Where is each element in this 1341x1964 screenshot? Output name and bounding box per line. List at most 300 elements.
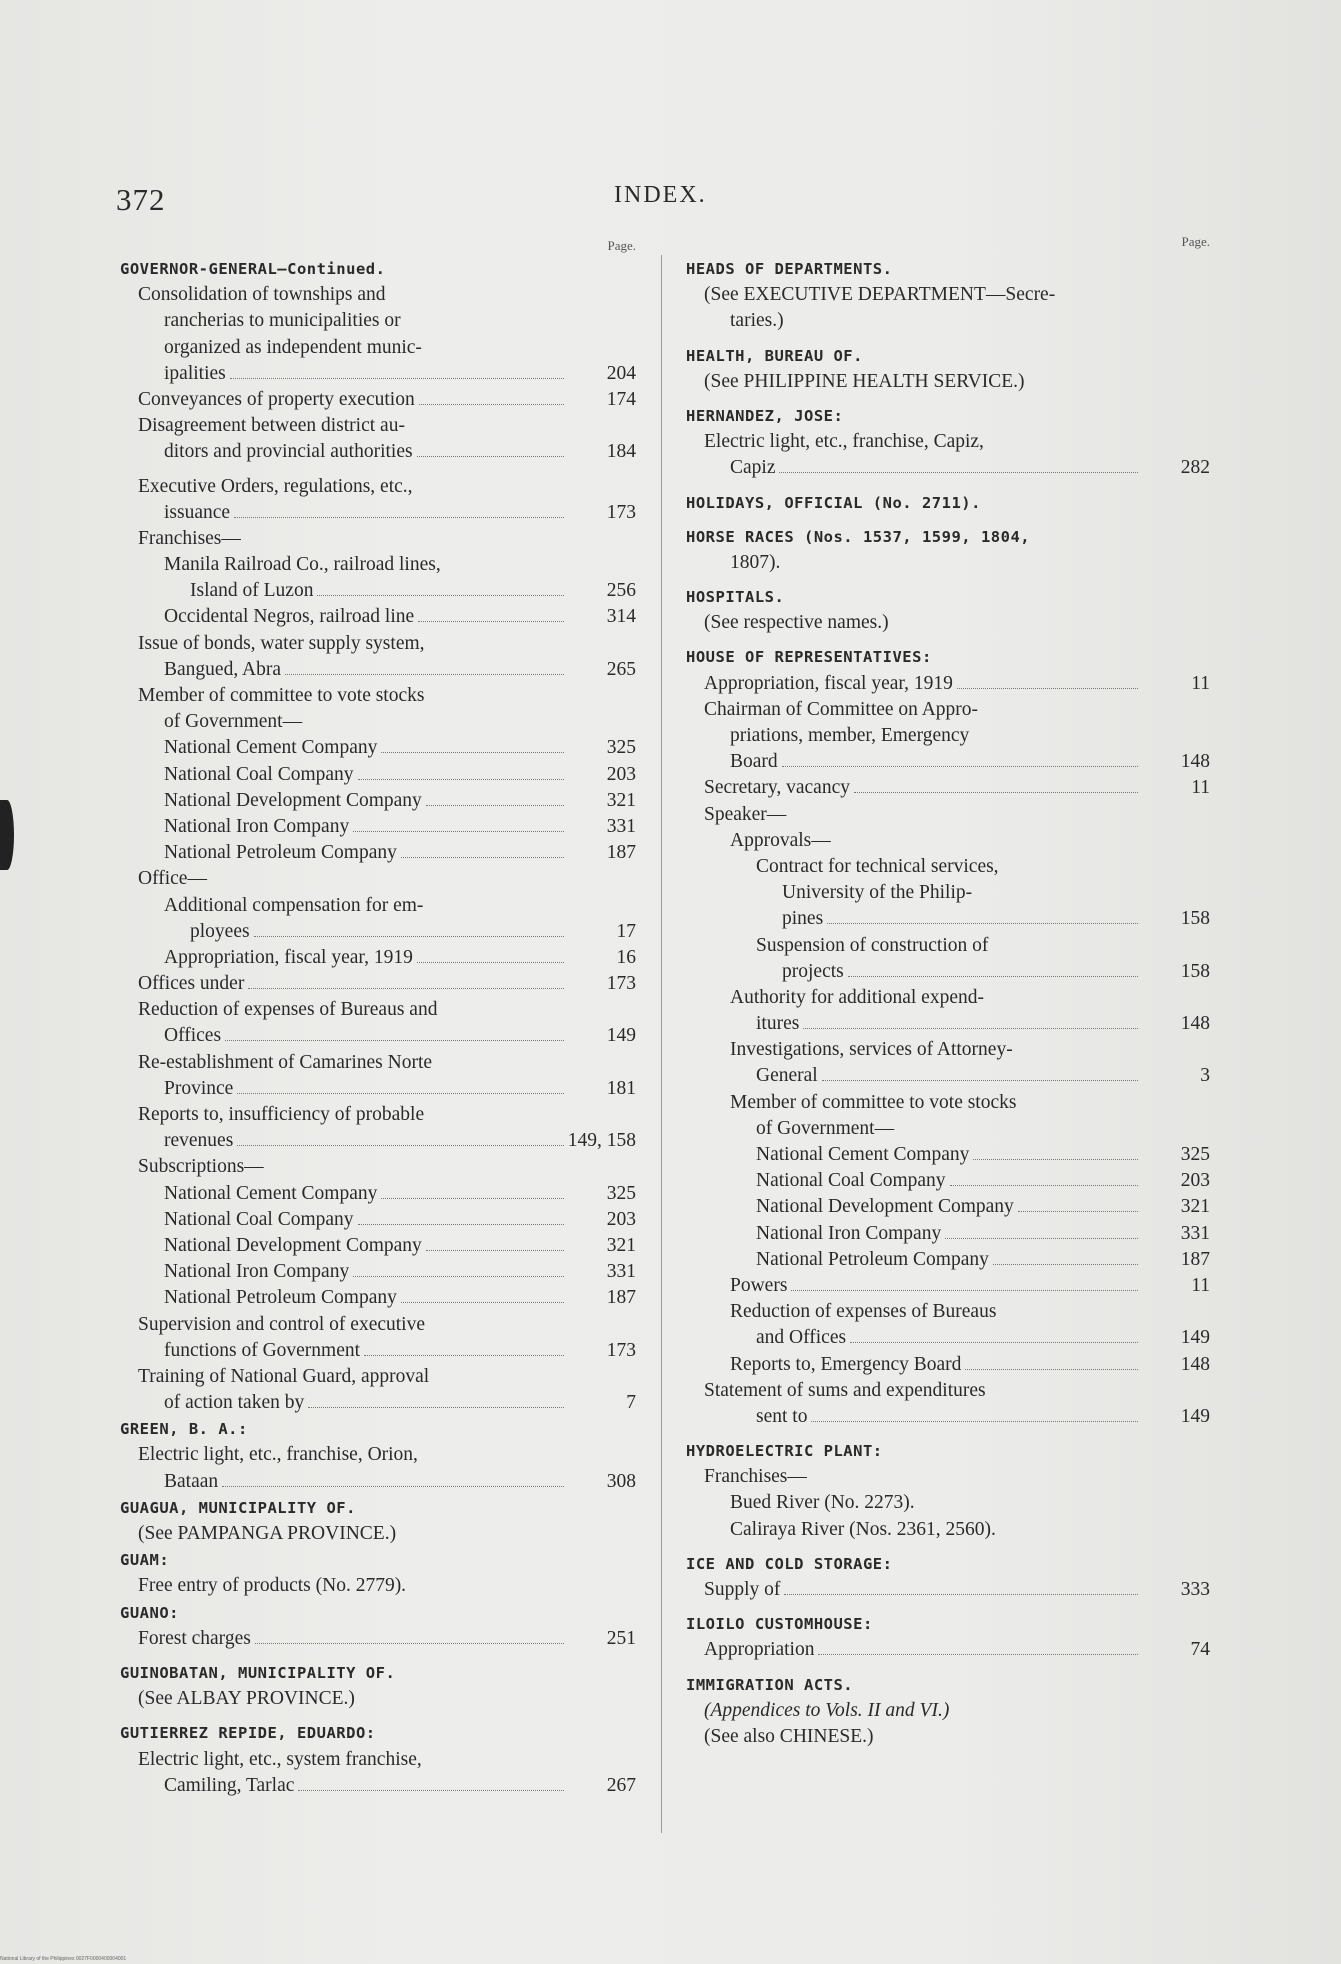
index-entry <box>120 1128 636 1154</box>
index-entry <box>120 474 636 500</box>
dot-leader <box>784 1594 1138 1595</box>
entry-text: Electric light, etc., franchise, Capiz, <box>704 431 984 453</box>
page-reference: 7 <box>626 1392 636 1414</box>
entry-text: Training of National Guard, approval <box>138 1365 430 1387</box>
dot-leader <box>417 456 564 457</box>
entry-text: of Government— <box>164 711 303 733</box>
entry-text: National Cement Company <box>756 1144 970 1165</box>
entry-text: Member of committee to vote stocks <box>138 685 425 706</box>
page-number: 372 <box>116 182 166 217</box>
entry-text: sent to <box>756 1405 808 1427</box>
dot-leader <box>848 976 1138 977</box>
dot-leader <box>234 517 564 518</box>
index-heading <box>120 256 636 282</box>
entry-text: Board <box>730 751 778 773</box>
index-entry <box>120 631 636 657</box>
entry-text: HERNANDEZ, JOSE: <box>686 406 844 425</box>
entry-text: Island of Luzon <box>190 580 314 602</box>
index-entry <box>120 1050 636 1076</box>
page-column-label: Page. <box>607 238 636 253</box>
index-entry <box>120 1469 636 1495</box>
entry-text: of Government— <box>756 1117 895 1139</box>
dot-leader <box>950 1185 1138 1186</box>
page-reference: 251 <box>606 1627 636 1649</box>
dot-leader <box>803 1028 1138 1029</box>
page-reference: 158 <box>1180 908 1210 930</box>
page-column-label: Page. <box>1181 234 1210 249</box>
index-entry <box>120 387 636 413</box>
index-entry <box>120 1390 636 1416</box>
index-entry <box>120 1023 636 1049</box>
index-entry <box>120 840 636 866</box>
entry-text: General <box>756 1065 818 1087</box>
page-reference: 325 <box>606 737 636 759</box>
index-entry <box>686 959 1210 985</box>
index-entry <box>120 1626 636 1652</box>
index-entry <box>686 550 1210 576</box>
index-heading <box>120 1660 636 1686</box>
index-entry <box>686 1221 1210 1247</box>
index-entry <box>120 552 636 578</box>
index-entry <box>120 335 636 361</box>
index-entry <box>686 1464 1210 1490</box>
index-entry <box>686 1490 1210 1516</box>
entry-text: GUTIERREZ REPIDE, EDUARDO: <box>120 1724 376 1743</box>
entry-text: National Iron Company <box>164 815 350 837</box>
dot-leader <box>854 792 1138 793</box>
entry-text: (See PHILIPPINE HEALTH SERVICE.) <box>704 370 1025 392</box>
index-entry <box>120 526 636 552</box>
entry-text: GUAGUA, MUNICIPALITY OF. <box>120 1498 356 1517</box>
dot-leader <box>419 404 564 405</box>
dot-leader <box>248 988 564 989</box>
page-reference: 321 <box>606 1234 636 1256</box>
entry-text: Consolidation of townships and <box>138 284 386 306</box>
scan-margin-mark <box>0 800 14 870</box>
index-entry <box>120 1181 636 1207</box>
entry-text: (See also CHINESE.) <box>704 1725 874 1747</box>
entry-text: ILOILO CUSTOMHOUSE: <box>686 1615 873 1634</box>
index-entry <box>686 455 1210 481</box>
entry-text: projects <box>782 960 844 982</box>
page-reference: 173 <box>606 973 636 995</box>
entry-text: HORSE RACES (Nos. 1537, 1599, 1804, <box>686 527 1031 546</box>
entry-text: Suspension of construction of <box>756 934 989 956</box>
entry-text: Capiz <box>730 457 776 479</box>
entry-text: National Coal Company <box>756 1170 946 1192</box>
page-reference: 17 <box>616 920 636 942</box>
dot-leader <box>426 805 564 806</box>
dot-leader <box>827 923 1138 924</box>
page-reference: 331 <box>606 815 636 837</box>
dot-leader <box>818 1654 1138 1655</box>
entry-text: National Development Company <box>164 789 422 811</box>
entry-text: Appropriation <box>704 1639 815 1661</box>
page-reference: 256 <box>606 580 636 602</box>
index-entry <box>686 1247 1210 1273</box>
entry-text: University of the Philip- <box>782 882 973 904</box>
index-heading <box>686 644 1210 670</box>
dot-leader <box>285 674 564 675</box>
index-entry <box>120 866 636 892</box>
entry-text: Statement of sums and expenditures <box>704 1379 986 1401</box>
page-reference: 174 <box>606 388 636 410</box>
entry-text: Office— <box>138 868 207 890</box>
dot-leader <box>850 1342 1138 1343</box>
index-heading <box>686 524 1210 550</box>
page-reference: 149 <box>1180 1405 1210 1427</box>
column-divider <box>661 255 662 1833</box>
entry-text: GUANO: <box>120 1603 179 1622</box>
page-reference: 148 <box>1180 1353 1210 1375</box>
entry-text: Appropriation, fiscal year, 1919 <box>164 946 413 968</box>
dot-leader <box>225 1040 564 1041</box>
entry-text: National Development Company <box>756 1196 1014 1218</box>
entry-text: Authority for additional expend- <box>730 986 984 1008</box>
index-entry <box>120 1285 636 1311</box>
entry-text: Camiling, Tarlac <box>164 1774 295 1796</box>
dot-leader <box>237 1145 564 1146</box>
page-reference: 3 <box>1200 1065 1210 1087</box>
dot-leader <box>358 779 564 780</box>
entry-text: Reduction of expenses of Bureaus <box>730 1301 997 1323</box>
dot-leader <box>957 688 1138 689</box>
entry-text: Electric light, etc., franchise, Orion, <box>138 1444 418 1466</box>
page-reference: 265 <box>606 658 636 680</box>
index-entry <box>120 1686 636 1712</box>
index-entry <box>686 1194 1210 1220</box>
index-heading <box>686 1672 1210 1698</box>
page-reference: 11 <box>1191 777 1210 799</box>
index-entry <box>120 1338 636 1364</box>
entry-text: Bangued, Abra <box>164 658 281 680</box>
index-entry <box>120 578 636 604</box>
dot-leader <box>317 595 564 596</box>
entry-text: National Petroleum Company <box>164 1287 397 1309</box>
index-entry <box>686 697 1210 723</box>
entry-text: ployees <box>190 920 250 942</box>
entry-text: and Offices <box>756 1327 847 1349</box>
index-entry <box>686 610 1210 636</box>
dot-leader <box>381 752 564 753</box>
entry-text: rancherias to municipalities or <box>164 310 401 332</box>
index-entry <box>120 788 636 814</box>
dot-leader <box>230 378 564 379</box>
entry-text: Approvals— <box>730 829 831 851</box>
index-entry <box>686 1273 1210 1299</box>
page-reference: 148 <box>1180 751 1210 773</box>
page-reference: 149, 158 <box>567 1130 636 1152</box>
footer-attribution: National Library of the Philippines 0027F0000400004001 <box>0 1956 127 1962</box>
entry-text: Secretary, vacancy <box>704 777 850 799</box>
dot-leader <box>426 1250 564 1251</box>
index-entry <box>686 1142 1210 1168</box>
index-entry <box>120 1573 636 1599</box>
index-heading <box>686 256 1210 282</box>
entry-text: National Coal Company <box>164 1208 354 1230</box>
entry-text: Additional compensation for em- <box>164 894 424 916</box>
entry-text: of action taken by <box>164 1392 305 1414</box>
index-entry <box>686 1063 1210 1089</box>
index-entry <box>686 749 1210 775</box>
index-heading <box>120 1720 636 1746</box>
index-heading <box>686 490 1210 516</box>
entry-text: National Petroleum Company <box>756 1248 989 1270</box>
index-heading <box>120 1495 636 1521</box>
entry-text: Contract for technical services, <box>756 855 999 877</box>
dot-leader <box>381 1198 564 1199</box>
entry-text: National Cement Company <box>164 737 378 759</box>
entry-text: HEALTH, BUREAU OF. <box>686 346 863 365</box>
entry-text: Investigations, services of Attorney- <box>730 1039 1013 1061</box>
entry-text: Forest charges <box>138 1627 251 1649</box>
entry-text: organized as independent munic- <box>164 336 422 358</box>
dot-leader <box>222 1486 564 1487</box>
index-heading <box>686 584 1210 610</box>
index-entry <box>120 1154 636 1180</box>
entry-text: Subscriptions— <box>138 1156 264 1178</box>
page-reference: 325 <box>1180 1144 1210 1165</box>
dot-leader <box>353 1276 564 1277</box>
index-entry <box>686 1011 1210 1037</box>
index-entry <box>686 429 1210 455</box>
page-reference: 331 <box>1180 1222 1210 1244</box>
index-entry <box>686 1724 1210 1750</box>
dot-leader <box>308 1407 564 1408</box>
dot-leader <box>401 857 564 858</box>
entry-text: Appropriation, fiscal year, 1919 <box>704 672 953 694</box>
entry-text: Executive Orders, regulations, etc., <box>138 475 413 497</box>
dot-leader <box>1018 1211 1138 1212</box>
dot-leader <box>364 1355 564 1356</box>
index-entry <box>120 1747 636 1773</box>
index-entry <box>120 709 636 735</box>
page-reference: 11 <box>1191 672 1210 694</box>
index-entry <box>120 683 636 709</box>
index-heading <box>686 1438 1210 1464</box>
entry-text: 1807). <box>730 551 781 573</box>
index-entry <box>686 369 1210 395</box>
dot-leader <box>358 1224 564 1225</box>
entry-text: Electric light, etc., system franchise, <box>138 1748 422 1770</box>
index-entry <box>120 657 636 683</box>
entry-text: IMMIGRATION ACTS. <box>686 1675 854 1694</box>
index-entry <box>120 1259 636 1285</box>
index-entry <box>686 775 1210 801</box>
entry-text: taries.) <box>730 310 784 332</box>
index-entry <box>120 997 636 1023</box>
page-reference: 11 <box>1191 1274 1210 1296</box>
dot-leader <box>973 1159 1138 1160</box>
entry-text: ditors and provincial authorities <box>164 441 413 463</box>
page-reference: 158 <box>1180 960 1210 982</box>
index-entry <box>686 723 1210 749</box>
entry-text: Supervision and control of executive <box>138 1313 426 1335</box>
index-entry <box>686 1404 1210 1430</box>
index-entry <box>686 1037 1210 1063</box>
page-reference: 331 <box>606 1261 636 1283</box>
entry-text: National Iron Company <box>756 1222 942 1244</box>
index-entry <box>686 802 1210 828</box>
entry-text: Member of committee to vote stocks <box>730 1091 1017 1113</box>
entry-text: Bataan <box>164 1470 219 1492</box>
index-heading <box>120 1600 636 1626</box>
index-entry <box>120 413 636 439</box>
index-entry <box>686 282 1210 308</box>
page-reference: 74 <box>1190 1639 1210 1661</box>
page-reference: 173 <box>606 1339 636 1361</box>
entry-text: HOLIDAYS, OFFICIAL (No. 2711). <box>686 493 981 512</box>
entry-text: Re-establishment of Camarines Norte <box>138 1051 433 1073</box>
left-index-entries <box>120 256 636 1799</box>
dot-leader <box>791 1290 1138 1291</box>
page-reference: 149 <box>1180 1327 1210 1349</box>
entry-text: Manila Railroad Co., railroad lines, <box>164 554 441 576</box>
dot-leader <box>782 766 1138 767</box>
dot-leader <box>353 831 564 832</box>
entry-text: ipalities <box>164 362 226 384</box>
entry-text: priations, member, Emergency <box>730 725 970 746</box>
index-entry <box>686 906 1210 932</box>
entry-text: GREEN, B. A.: <box>120 1420 248 1439</box>
entry-text: functions of Government <box>164 1339 361 1361</box>
entry-text: National Petroleum Company <box>164 842 397 864</box>
index-heading <box>686 403 1210 429</box>
page-reference: 203 <box>606 763 636 785</box>
dot-leader <box>965 1369 1138 1370</box>
entry-text: GUINOBATAN, MUNICIPALITY OF. <box>120 1663 396 1682</box>
index-entry <box>120 361 636 387</box>
index-entry <box>120 1207 636 1233</box>
dot-leader <box>993 1264 1138 1265</box>
entry-text: HOUSE OF REPRESENTATIVES: <box>686 648 932 667</box>
entry-text: National Development Company <box>164 1234 422 1256</box>
entry-text: Reports to, insufficiency of probable <box>138 1104 425 1125</box>
page-reference: 333 <box>1180 1579 1210 1600</box>
index-entry <box>686 1577 1210 1603</box>
entry-text: HOSPITALS. <box>686 588 785 607</box>
page-reference: 308 <box>606 1470 636 1492</box>
index-entry <box>120 604 636 630</box>
page-reference: 321 <box>1180 1196 1210 1218</box>
dot-leader <box>417 962 564 963</box>
index-entry <box>686 933 1210 959</box>
dot-leader <box>298 1790 564 1791</box>
entry-text: National Cement Company <box>164 1182 378 1204</box>
right-index-entries <box>686 256 1210 1750</box>
entry-text: Speaker— <box>704 803 787 825</box>
index-entry <box>120 1442 636 1468</box>
entry-text: Powers <box>730 1274 788 1296</box>
entry-text: issuance <box>164 501 231 523</box>
index-entry <box>686 1116 1210 1142</box>
entry-text: (See PAMPANGA PROVINCE.) <box>138 1523 397 1544</box>
entry-text: Bued River (No. 2273). <box>730 1492 915 1514</box>
dot-leader <box>255 1643 564 1644</box>
dot-leader <box>254 936 564 937</box>
index-entry <box>120 971 636 997</box>
dot-leader <box>811 1421 1138 1422</box>
page-reference: 149 <box>606 1025 636 1047</box>
index-entry <box>120 308 636 334</box>
entry-text: Supply of <box>704 1579 781 1600</box>
index-entry <box>120 1076 636 1102</box>
entry-text: Occidental Negros, railroad line <box>164 606 415 628</box>
page-reference: 325 <box>606 1182 636 1204</box>
index-heading <box>120 1547 636 1573</box>
index-entry <box>686 828 1210 854</box>
index-entry <box>120 1233 636 1259</box>
dot-leader <box>779 472 1138 473</box>
index-entry <box>686 1090 1210 1116</box>
entry-text: revenues <box>164 1130 234 1152</box>
index-entry <box>120 439 636 465</box>
entry-text: Chairman of Committee on Appro- <box>704 698 979 720</box>
entry-text: (Appendices to Vols. II and VI.) <box>704 1699 950 1721</box>
entry-text: Free entry of products (No. 2779). <box>138 1575 407 1597</box>
page-reference: 282 <box>1180 457 1210 479</box>
index-heading <box>120 1416 636 1442</box>
dot-leader <box>401 1302 564 1303</box>
page-reference: 187 <box>606 842 636 864</box>
index-entry <box>120 919 636 945</box>
entry-text: Franchises— <box>704 1466 807 1488</box>
entry-text: (See respective names.) <box>704 612 889 634</box>
index-entry <box>120 1364 636 1390</box>
index-entry <box>686 1299 1210 1325</box>
entry-text: (See EXECUTIVE DEPARTMENT—Secre- <box>704 284 1056 306</box>
running-head: INDEX. <box>614 182 707 208</box>
index-entry <box>686 1168 1210 1194</box>
entry-text: National Iron Company <box>164 1261 350 1283</box>
entry-text: pines <box>782 908 824 930</box>
index-entry <box>120 1102 636 1128</box>
entry-text: National Coal Company <box>164 763 354 785</box>
dot-leader <box>418 621 564 622</box>
index-entry <box>686 1698 1210 1724</box>
index-heading <box>686 1551 1210 1577</box>
entry-text: GOVERNOR-GENERAL—Continued. <box>120 260 386 278</box>
entry-text: Offices <box>164 1025 222 1047</box>
page-reference: 184 <box>606 441 636 463</box>
index-entry <box>686 1637 1210 1663</box>
index-entry <box>120 893 636 919</box>
entry-text: itures <box>756 1013 800 1035</box>
index-entry <box>120 945 636 971</box>
entry-text: Reports to, Emergency Board <box>730 1353 962 1375</box>
page-reference: 181 <box>606 1077 636 1099</box>
index-entry <box>686 880 1210 906</box>
page-reference: 187 <box>606 1287 636 1309</box>
index-entry <box>686 1352 1210 1378</box>
index-entry <box>686 1378 1210 1404</box>
dot-leader <box>945 1238 1138 1239</box>
dot-leader <box>237 1093 564 1094</box>
index-entry <box>120 1312 636 1338</box>
page-reference: 148 <box>1180 1013 1210 1035</box>
page-reference: 173 <box>606 501 636 523</box>
index-entry <box>120 762 636 788</box>
entry-text: Caliraya River (Nos. 2361, 2560). <box>730 1518 996 1540</box>
entry-text: HYDROELECTRIC PLANT: <box>686 1442 883 1461</box>
index-heading <box>686 343 1210 369</box>
page-reference: 314 <box>606 606 636 628</box>
page-reference: 203 <box>606 1208 636 1230</box>
index-entry <box>120 282 636 308</box>
index-entry <box>120 1521 636 1547</box>
entry-text: Disagreement between district au- <box>138 415 405 437</box>
entry-text: Issue of bonds, water supply system, <box>138 632 425 654</box>
